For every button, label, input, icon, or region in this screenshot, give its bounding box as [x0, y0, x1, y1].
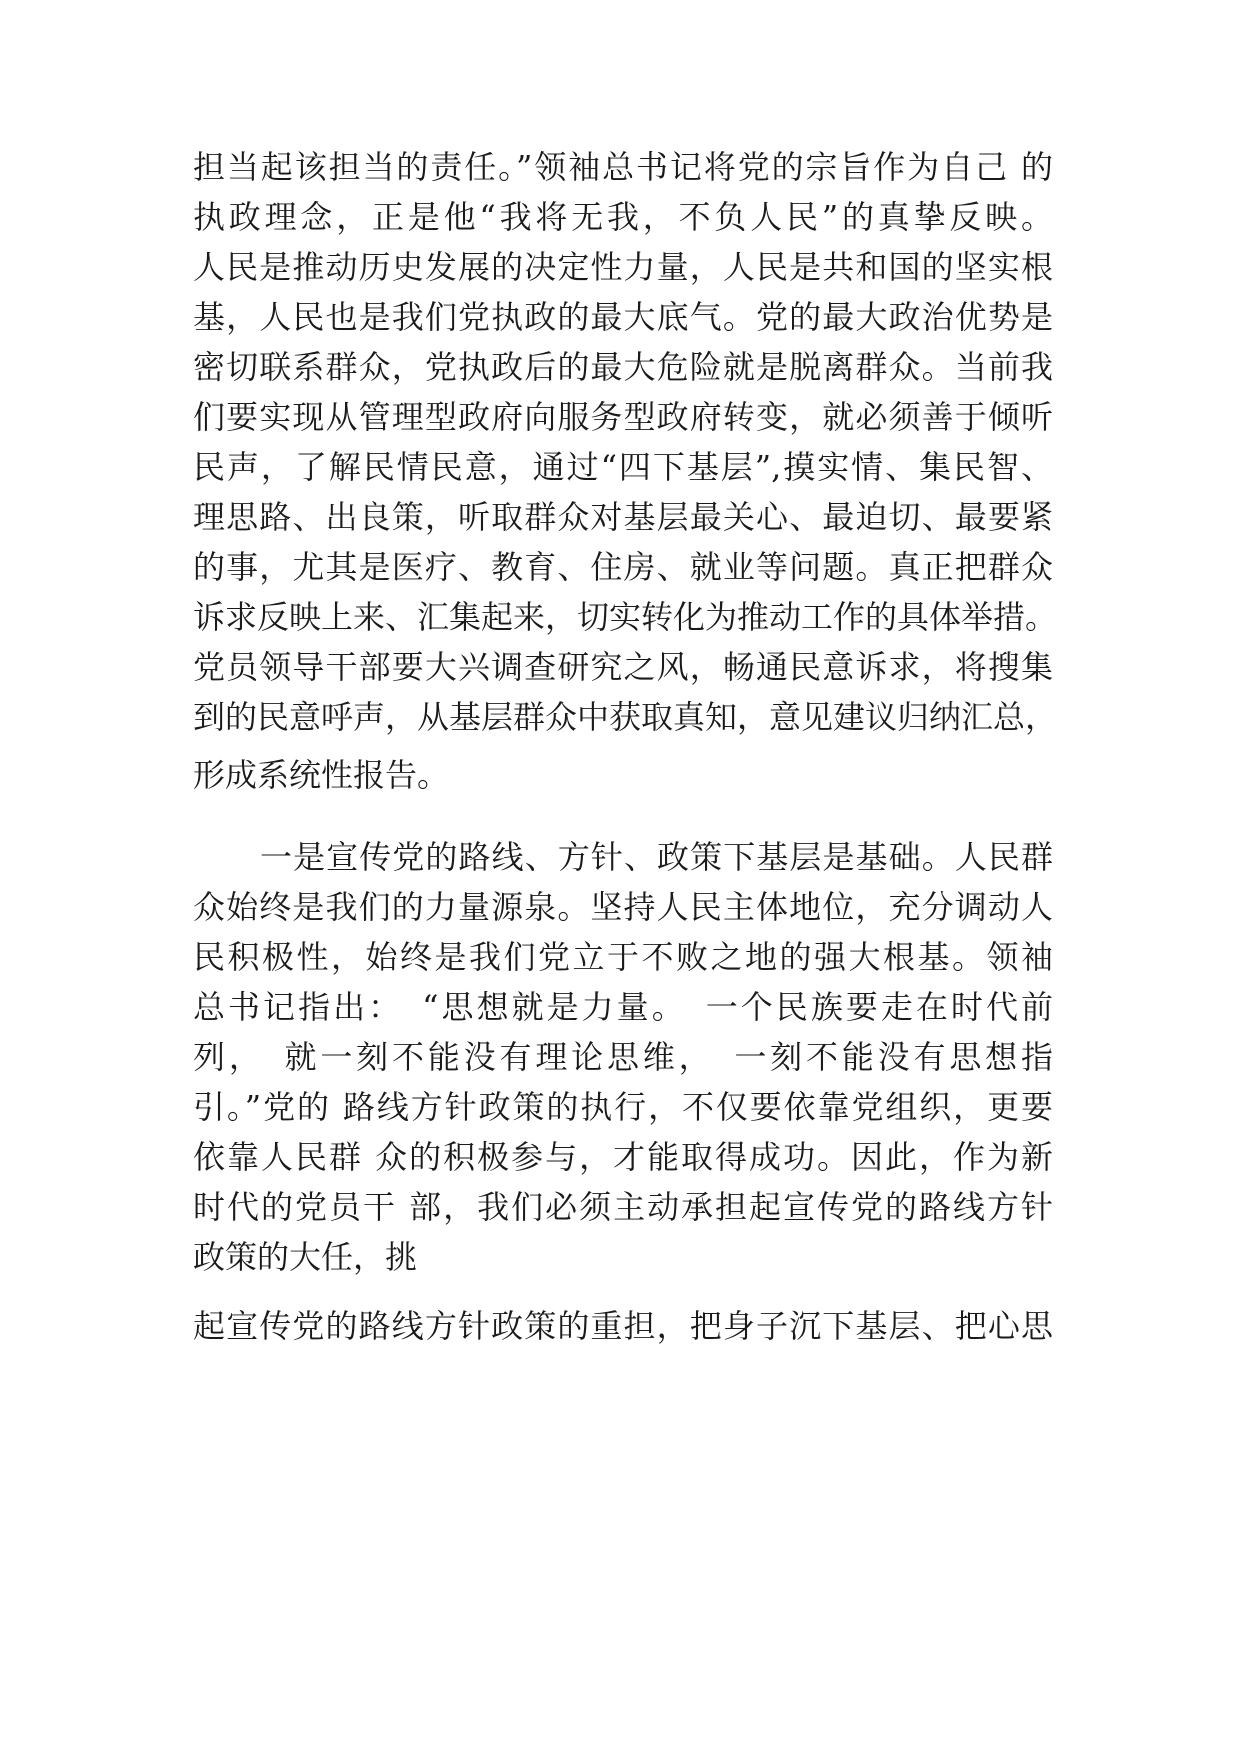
- text-line: 理思路、出良策，听取群众对基层最关心、最迫切、最要紧: [193, 498, 1053, 536]
- text-line: 总书记指出： “思想就是力量。 一个民族要走在时代前: [193, 988, 1053, 1026]
- text-line: 人民是推动历史发展的决定性力量，人民是共和国的坚实根: [193, 248, 1053, 286]
- text-line: 的事，尤其是医疗、教育、住房、就业等问题。真正把群众: [193, 548, 1053, 586]
- text-line: 引。”党的 路线方针政策的执行，不仅要依靠党组织，更要: [193, 1088, 1053, 1126]
- text-line: 起宣传党的路线方针政策的重担，把身子沉下基层、把心思: [193, 1307, 1053, 1345]
- text-line: 民积极性，始终是我们党立于不败之地的强大根基。领袖: [193, 938, 1053, 976]
- text-line: 诉求反映上来、汇集起来，切实转化为推动工作的具体举措。: [193, 598, 1058, 636]
- text-line: 担当起该担当的责任。”领袖总书记将党的宗旨作为自己 的: [193, 148, 1053, 186]
- text-line: 形成系统性报告。: [193, 756, 450, 794]
- text-line: 党员领导干部要大兴调查研究之风，畅通民意诉求，将搜集: [193, 648, 1053, 686]
- text-line: 密切联系群众，党执政后的最大危险就是脱离群众。当前我: [193, 348, 1053, 386]
- paragraph-first-line: 一是宣传党的路线、方针、政策下基层是基础。人民群: [260, 838, 1053, 876]
- text-line: 众始终是我们的力量源泉。坚持人民主体地位，充分调动人: [193, 888, 1053, 926]
- text-line: 到的民意呼声，从基层群众中获取真知，意见建议归纳汇总，: [193, 698, 1058, 736]
- text-line: 列， 就一刻不能没有理论思维， 一刻不能没有思想指: [193, 1038, 1053, 1076]
- text-line: 基，人民也是我们党执政的最大底气。党的最大政治优势是: [193, 298, 1053, 336]
- text-line: 民声，了解民情民意，通过“四下基层”,摸实情、集民智、: [193, 448, 1053, 486]
- text-line: 时代的党员干 部，我们必须主动承担起宣传党的路线方针: [193, 1188, 1053, 1226]
- text-line: 依靠人民群 众的积极参与，才能取得成功。因此，作为新: [193, 1138, 1053, 1176]
- text-line: 政策的大任，挑: [193, 1238, 418, 1276]
- text-line: 执政理念，正是他“我将无我，不负人民”的真挚反映。: [193, 198, 1053, 236]
- text-line: 们要实现从管理型政府向服务型政府转变，就必须善于倾听: [193, 398, 1053, 436]
